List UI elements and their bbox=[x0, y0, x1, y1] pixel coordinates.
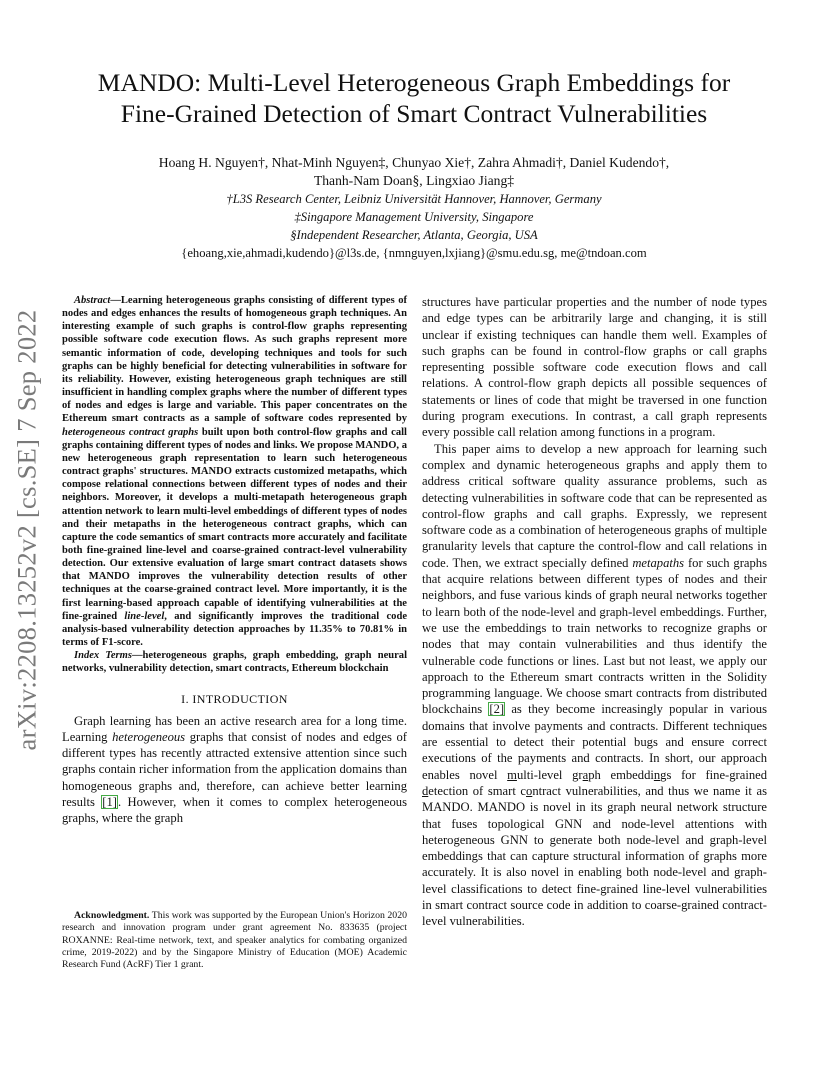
affiliation-1: †L3S Research Center, Leibniz Universität Hannover, Hannover, Germany bbox=[226, 192, 602, 206]
left-column bbox=[62, 294, 407, 827]
title-line-2: Fine-Grained Detection of Smart Contract Vulnerabilities bbox=[120, 99, 708, 128]
affiliation-3: §Independent Researcher, Atlanta, Georgia, USA bbox=[290, 228, 538, 242]
paper-title bbox=[60, 67, 768, 129]
affiliation-2: ‡Singapore Management University, Singapore bbox=[294, 210, 534, 224]
right-column bbox=[422, 294, 767, 930]
acronym-letter-n: n bbox=[653, 767, 661, 782]
citation-link-1[interactable]: [1] bbox=[102, 795, 117, 810]
abstract-text-3: , and significantly improves the traditional code analysis-based vulnerability detection approaches by 11.35% to 70.81% in terms of F1-score. bbox=[62, 610, 407, 649]
right-text-8: ntract vulnerabilities, and thus we name it as MANDO. MANDO is novel in its graph neural network structure that fuses topological GNN and node-level attentions with heterogeneous GNN to generate both node-level and graph-level embeddings that can capture structural information of graphs more accurately. It is also novel in enabling both node-level and graph-level classifications to detect fine-grained line-level vulnerabilities in smart contract source code in addition to coarse-grained contract-level vulnerabilities. bbox=[422, 783, 767, 929]
author-block bbox=[60, 154, 768, 262]
arxiv-side-stamp bbox=[6, 290, 48, 770]
authors-line-1: Hoang H. Nguyen†, Nhat-Minh Nguyen‡, Chunyao Xie†, Zahra Ahmadi†, Daniel Kudendo†, bbox=[158, 155, 670, 170]
right-text-5: ph embeddi bbox=[588, 767, 654, 782]
section-heading-introduction: I. INTRODUCTION bbox=[181, 691, 288, 706]
acknowledgment-lead: Acknowledgment. bbox=[74, 910, 150, 921]
right-text-7: etection of smart c bbox=[428, 783, 527, 798]
right-paragraph-2 bbox=[422, 441, 767, 930]
right-text-6: gs for fine-grained bbox=[660, 767, 767, 782]
abstract-text-1: —Learning heterogeneous graphs consisting of different types of nodes and edges enhances the results of homogeneous graph techniques. An interesting example of such graphs is control-flow graphs representing possible software code execution flows. As such graphs represent more semantic information of code, developing techniques and tools for such graphs can be highly beneficial for detecting vulnerabilities in software for its reliability. However, existing heterogeneous graph techniques are still insufficient in handling complex graphs where the number of different types of nodes and edges is large and variable. This paper concentrates on the Ethereum smart contracts as a sample of software codes represented by bbox=[62, 295, 407, 425]
intro-emphasis: heterogeneous bbox=[112, 729, 186, 744]
author-emails: {ehoang,xie,ahmadi,kudendo}@l3s.de, {nmnguyen,lxjiang}@smu.edu.sg, me@tndoan.com bbox=[181, 246, 647, 260]
abstract-emphasis-2: line-level bbox=[124, 610, 165, 622]
index-terms-lead: Index Terms bbox=[74, 650, 132, 662]
acknowledgment-footnote bbox=[62, 910, 407, 971]
authors-line-2: Thanh-Nam Doan§, Lingxiao Jiang‡ bbox=[313, 173, 515, 188]
acronym-letter-o: o bbox=[526, 783, 533, 798]
intro-paragraph-1 bbox=[62, 713, 407, 827]
acknowledgment-text: This work was supported by the European Union's Horizon 2020 research and innovation program under grant agreement No. 833635 (project ROXANNE: Real-time network, text, and speaker analytics for combating organized crime, 2019-2022) and by the Singapore Ministry of Education (MOE) Academic Research Fund (AcRF) Tier 1 grant. bbox=[62, 910, 407, 971]
citation-link-2[interactable]: [2] bbox=[489, 702, 505, 717]
title-line-1: MANDO: Multi-Level Heterogeneous Graph Embeddings for bbox=[97, 68, 731, 97]
acronym-letter-m: m bbox=[507, 767, 517, 782]
right-paragraph-1: structures have particular properties and the number of node types and edge types can be arbitrarily large and changing, it is still unclear if existing techniques can handle them well. Examples of such graphs can be found in control-flow graphs or call graphs representing possible software code execution flows and call relations. A control-flow graph depicts all possible sequences of statements or lines of code that might be traversed in one function during program executions. In contrast, a call graph represents every possible call relation among functions in a program. bbox=[422, 295, 767, 440]
right-text-1: This paper aims to develop a new approach for learning such complex and dynamic heterogeneous graphs and apply them to address critical software quality assurance problems, such as detecting vulnerabilities in software code that can be represented as control-flow graphs and call graphs. Expressly, we represent software code as a combination of heterogeneous graphs of multiple granularity levels that capture the control-flow and call relations in code. Then, we extract specially defined bbox=[422, 441, 767, 570]
arxiv-identifier: arXiv:2208.13252v2 [cs.SE] 7 Sep 2022 bbox=[11, 309, 42, 751]
index-terms-text: —heterogeneous graphs, graph embedding, graph neural networks, vulnerability detection, smart contracts, Ethereum blockchain bbox=[62, 650, 407, 675]
acronym-letter-a: a bbox=[582, 767, 589, 782]
abstract-lead: Abstract bbox=[74, 295, 111, 306]
right-text-4: ulti-level gr bbox=[516, 767, 583, 782]
intro-text-3: . However, when it comes to complex heterogeneous graphs, where the graph bbox=[62, 795, 407, 826]
intro-text-2: graphs that consist of nodes and edges of different types has recently attracted extensive attention since such graphs contain richer information from the application domains than homogeneous graphs and, therefore, can achieve better learning results bbox=[62, 729, 407, 810]
abstract-text-2: built upon both control-flow graphs and call graphs containing different types of nodes and links. We propose MANDO, a new heterogeneous graph representation to learn such heterogeneous contract graphs' structures. MANDO extracts customized metapaths, which compose relational connections between different types of nodes and their neighbors. Moreover, it develops a multi-metapath heterogeneous graph attention network to learn multi-level embeddings of different types of nodes and their metapaths in the heterogeneous contract graphs, which can capture the code semantics of smart contracts more accurately and facilitate both fine-grained line-level and coarse-grained contract-level vulnerability detection. Our extensive evaluation of large smart contract datasets shows that MANDO improves the vulnerability detection results of other techniques at the coarse-grained contract level. More importantly, it is the first learning-based approach capable of identifying vulnerabilities at the fine-grained bbox=[62, 426, 407, 622]
intro-text-1: Graph learning has been an active research area for a long time. Learning bbox=[62, 713, 407, 744]
right-text-2: for such graphs that acquire relations between different types of nodes and their neighbors, and fuse various kinds of graph neural networks together to learn both of the node-level and graph-level embeddings. Further, we use the embeddings to train networks to recognize graphs or nodes that may contain vulnerabilities and thus identify the vulnerable code functions or lines. Last but not least, we apply our approach to the Ethereum smart contracts written in the Solidity programming language. We choose smart contracts from distributed blockchains bbox=[422, 555, 767, 717]
abstract-emphasis-1: heterogeneous contract graphs bbox=[62, 426, 199, 438]
right-emphasis: metapaths bbox=[632, 555, 685, 570]
index-terms bbox=[62, 649, 407, 675]
acronym-letter-d: d bbox=[422, 783, 429, 798]
abstract bbox=[62, 294, 407, 649]
right-text-3: as they become increasingly popular in various domains that involve payments and contracts. Different techniques are essential to detect their potential bugs and ensure correct executions of the payments and contracts. In short, our approach enables novel bbox=[422, 702, 767, 782]
